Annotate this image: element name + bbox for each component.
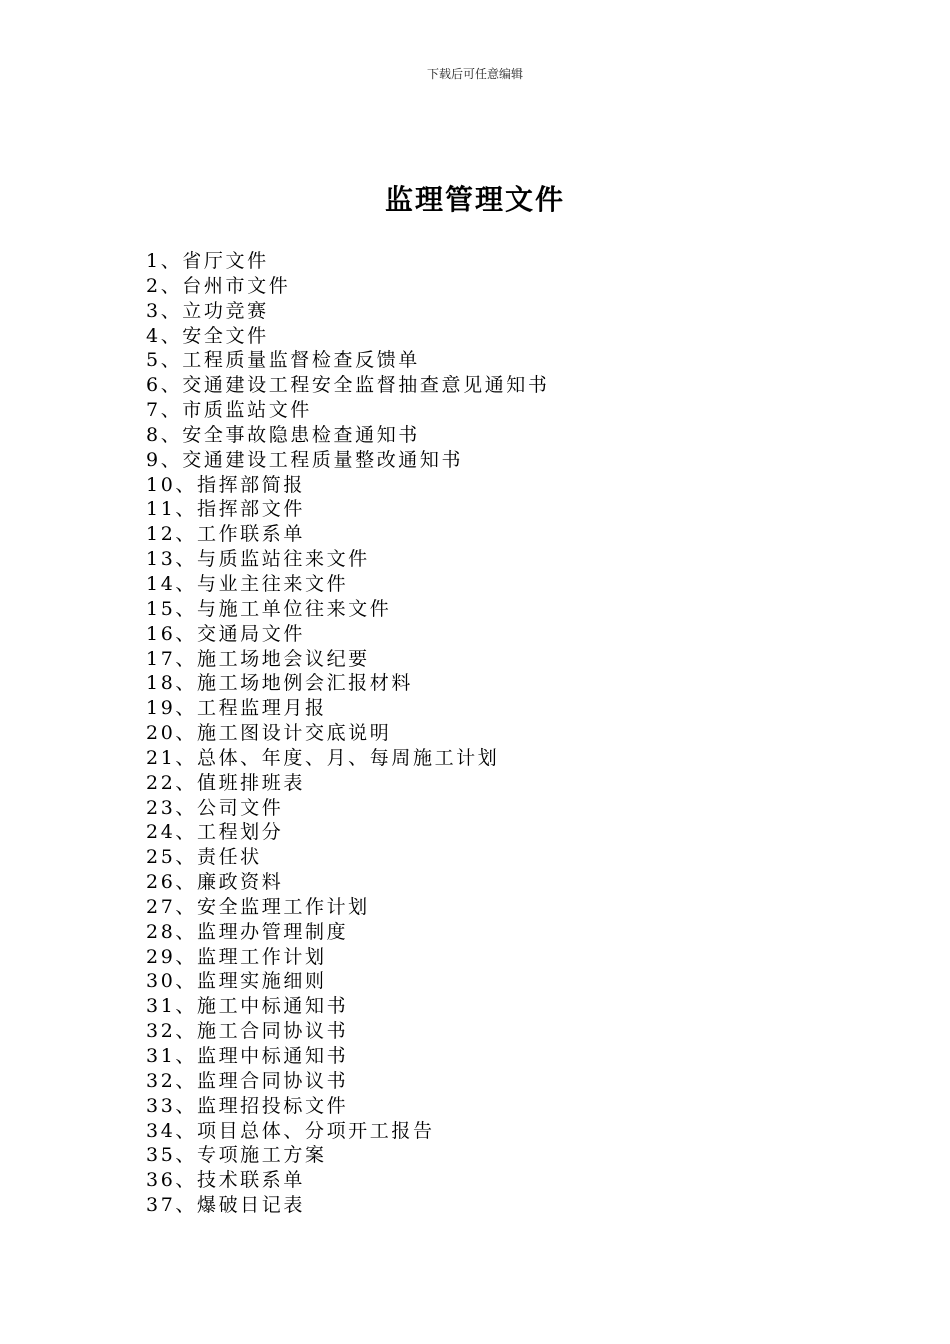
list-item: 27、安全监理工作计划 — [146, 895, 370, 918]
list-item: 31、监理中标通知书 — [146, 1045, 349, 1067]
list-item: 13、与质监站往来文件 — [146, 548, 370, 571]
list-item: 28、监理办管理制度 — [146, 920, 349, 943]
list-item: 9、交通建设工程质量整改通知书 — [146, 448, 464, 471]
list-item: 16、交通局文件 — [146, 622, 305, 645]
list-item: 37、爆破日记表 — [146, 1194, 305, 1217]
list-item: 31、施工中标通知书 — [146, 995, 349, 1018]
list-item: 5、工程质量监督检查反馈单 — [146, 349, 420, 372]
list-item: 36、技术联系单 — [146, 1169, 305, 1192]
list-item: 19、工程监理月报 — [146, 697, 327, 720]
list-item: 35、专项施工方案 — [146, 1144, 327, 1167]
list-item: 20、施工图设计交底说明 — [146, 722, 392, 745]
list-item: 10、指挥部简报 — [146, 473, 305, 496]
page-title: 监理管理文件 — [384, 183, 565, 216]
list-item: 1、省厅文件 — [146, 250, 269, 272]
list-item: 24、工程划分 — [146, 821, 284, 844]
list-item: 18、施工场地例会汇报材料 — [146, 672, 413, 695]
list-item: 32、施工合同协议书 — [146, 1020, 349, 1043]
list-item: 23、公司文件 — [146, 796, 284, 819]
header-note: 下载后可任意编辑 — [426, 67, 523, 81]
list-item: 15、与施工单位往来文件 — [146, 597, 392, 620]
list-item: 7、市质监站文件 — [146, 399, 312, 422]
list-item: 21、总体、年度、月、每周施工计划 — [146, 746, 500, 769]
list-item: 29、监理工作计划 — [146, 945, 327, 968]
file-list — [146, 249, 550, 1218]
list-item: 22、值班排班表 — [146, 771, 305, 794]
list-item: 14、与业主往来文件 — [146, 572, 349, 595]
list-item: 33、监理招投标文件 — [146, 1094, 349, 1117]
list-item: 30、监理实施细则 — [146, 970, 327, 993]
list-item: 34、项目总体、分项开工报告 — [146, 1119, 435, 1142]
list-item: 8、安全事故隐患检查通知书 — [146, 423, 420, 446]
list-item: 12、工作联系单 — [146, 523, 305, 546]
list-item: 3、立功竞赛 — [146, 299, 269, 322]
list-item: 32、监理合同协议书 — [146, 1069, 349, 1092]
list-item: 26、廉政资料 — [146, 871, 284, 894]
list-item: 2、台州市文件 — [146, 274, 291, 297]
list-item: 11、指挥部文件 — [146, 498, 305, 521]
list-item: 25、责任状 — [146, 846, 262, 869]
list-item: 4、安全文件 — [146, 324, 269, 347]
list-item: 6、交通建设工程安全监督抽查意见通知书 — [146, 374, 550, 397]
list-item: 17、施工场地会议纪要 — [146, 647, 370, 670]
